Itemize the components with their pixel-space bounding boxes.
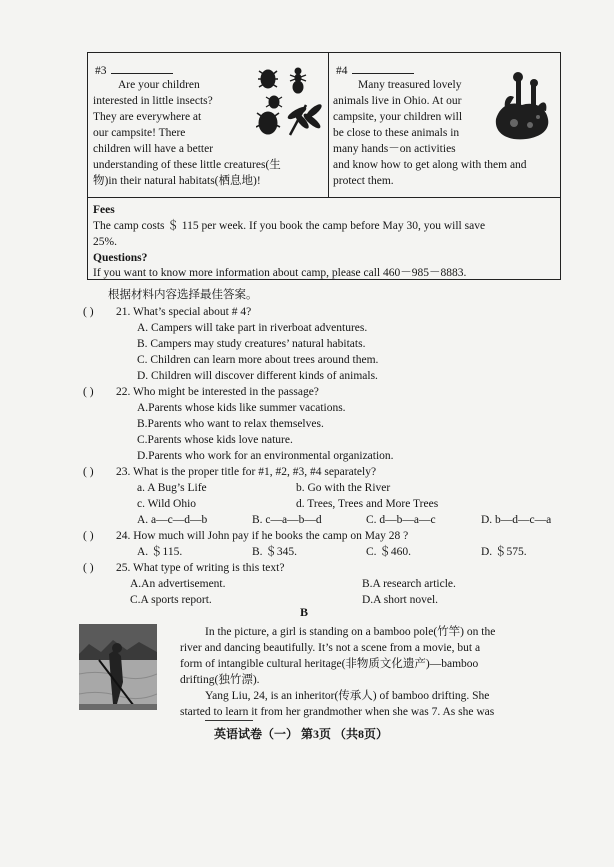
question-24-stem: 24. How much will John pay if he books the camp on May 28 ? [116,530,409,542]
cell-4-line-2: animals live in Ohio. At our [333,95,462,107]
q23-option-c: C. d—b—a—c [366,514,436,526]
section-b-label: B [300,605,309,619]
cell-4-line-3: campsite, your children will [333,111,463,123]
section-b-line-2: river and dancing beautifully. It’s not a scene from a movie, but a [180,642,481,654]
questions-heading: Questions? [93,252,148,264]
cell-3-line-3: They are everywhere at [93,111,202,123]
questions-line-1: If you want to know more information about camp, please call 460－985－8883. [93,267,467,279]
fees-heading: Fees [93,204,115,216]
question-23-stem: 23. What is the proper title for #1, #2, #3, #4 separately? [116,466,377,478]
q23-title-c: c. Wild Ohio [137,498,197,510]
answer-paren-22[interactable]: ( ) [83,386,94,398]
cell-3-line-1: Are your children [118,79,200,91]
answer-paren-24[interactable]: ( ) [83,530,94,542]
q22-option-d: D.Parents who work for an environmental organization. [137,450,394,462]
q23-option-d: D. b—d—c—a [481,514,552,526]
cell-4-line-1: Many treasured lovely [358,79,462,91]
cell-3-line-5: children will have a better [93,143,214,155]
cell-4-line-5: many hands－on activities [333,143,456,155]
bamboo-drifting-photo-icon [79,624,157,719]
q23-title-b: b. Go with the River [296,482,391,494]
q25-option-d: D.A short novel. [362,594,439,606]
q23-title-d: d. Trees, Trees and More Trees [296,498,439,510]
question-22-stem: 22. Who might be interested in the passage? [116,386,319,398]
q21-option-a: A. Campers will take part in riverboat adventures. [137,322,368,334]
q25-option-b: B.A research article. [362,578,456,590]
title-blank-3 [111,63,173,74]
box-vertical-divider [328,53,329,197]
footer-rule [205,720,253,721]
q22-option-c: C.Parents whose kids love nature. [137,434,293,446]
cell-3-line-7: 物)in their natural habitats(栖息地)! [93,175,261,187]
q25-option-a: A.An advertisement. [130,578,226,590]
question-21-stem: 21. What’s special about # 4? [116,306,252,318]
cell-3-line-4: our campsite! There [93,127,186,139]
q24-option-c: C. ＄460. [366,546,412,558]
section-b-line-5: Yang Liu, 24, is an inheritor(传承人) of bamboo drifting. She [205,690,490,702]
q25-option-c: C.A sports report. [130,594,212,606]
section-b-line-1: In the picture, a girl is standing on a bamboo pole(竹竿) on the [205,626,496,638]
q24-option-b: B. ＄345. [252,546,298,558]
q22-option-b: B.Parents who want to relax themselves. [137,418,324,430]
title-blank-4 [352,63,414,74]
section-b-line-6: started to learn it from her grandmother when she was 7. As she was [180,706,495,718]
answer-paren-21[interactable]: ( ) [83,306,94,318]
section-b-line-3: form of intangible cultural heritage(非物质文化遗产)—bamboo [180,658,479,670]
answer-paren-23[interactable]: ( ) [83,466,94,478]
fees-line-1: The camp costs ＄ 115 per week. If you book the camp before May 30, you will save [93,220,486,232]
cell-4-line-6: and know how to get along with them and [333,159,527,171]
animal-sculpture-icon [486,71,556,143]
cell-4-number-text: #4 [336,65,348,77]
box-horizontal-divider [88,197,560,198]
answer-paren-25[interactable]: ( ) [83,562,94,574]
section-b-line-4: drifting(独竹漂). [180,674,260,686]
cell-3-line-2: interested in little insects? [93,95,213,107]
q21-option-c: C. Children can learn more about trees around them. [137,354,379,366]
page-footer: 英语试卷（一） 第3页 （共8页） [214,727,389,741]
q22-option-a: A.Parents whose kids like summer vacations. [137,402,346,414]
cell-4-line-4: be close to these animals in [333,127,460,139]
q23-option-b: B. c—a—b—d [252,514,322,526]
cell-3-number-text: #3 [95,65,107,77]
q21-option-b: B. Campers may study creatures’ natural habitats. [137,338,366,350]
cell-4-line-7: protect them. [333,175,394,187]
q24-option-a: A. ＄115. [137,546,183,558]
fees-line-2: 25%. [93,236,117,248]
instruction: 根据材料内容选择最佳答案。 [108,289,258,301]
camp-info-box [87,52,561,280]
q23-option-a: A. a—c—d—b [137,514,208,526]
q24-option-d: D. ＄575. [481,546,527,558]
q23-title-a: a. A Bug’s Life [137,482,207,494]
cell-3-line-6: understanding of these little creatures(生 [93,159,281,171]
insects-icon [256,65,326,137]
q21-option-d: D. Children will discover different kinds of animals. [137,370,378,382]
question-25-stem: 25. What type of writing is this text? [116,562,285,574]
